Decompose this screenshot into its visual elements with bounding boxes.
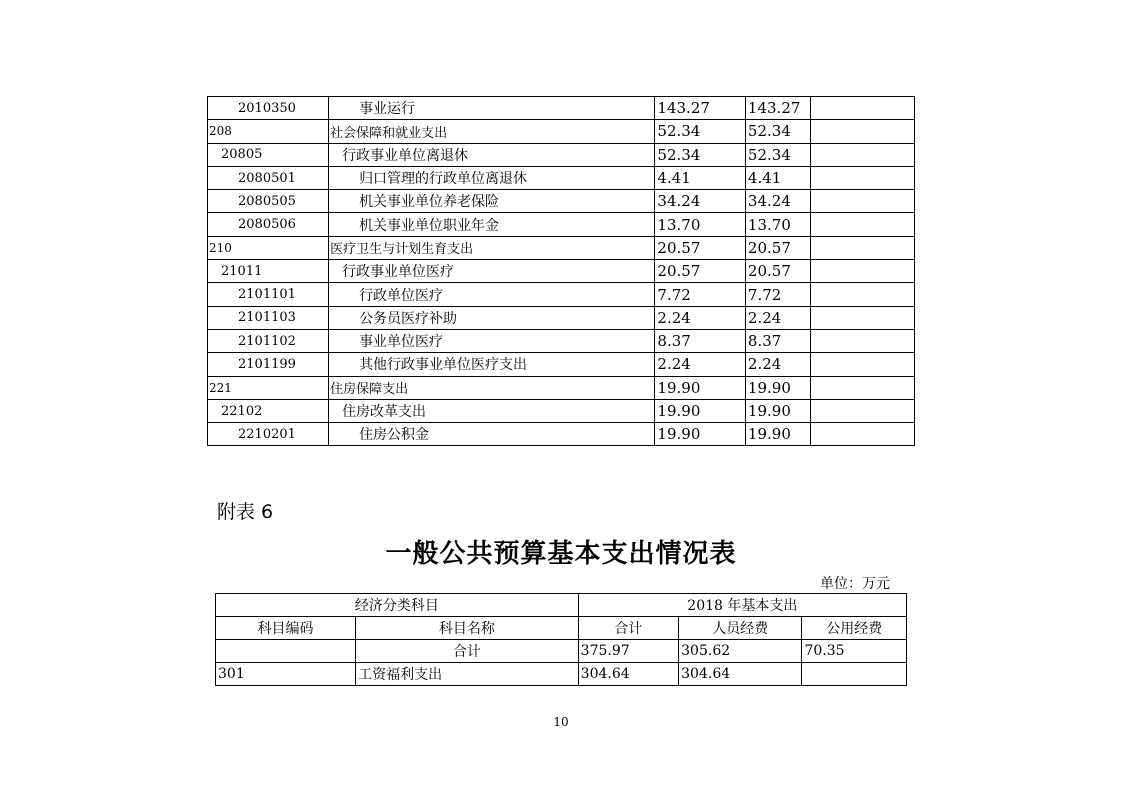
- row-name: 行政事业单位离退休: [329, 143, 655, 166]
- col-header-personnel: 人员经费: [679, 617, 802, 640]
- row-code: 20805: [208, 143, 329, 166]
- row-total: 13.70: [655, 213, 746, 236]
- row-basic: 7.72: [745, 283, 810, 306]
- col-header-name: 科目名称: [356, 617, 579, 640]
- row-total: 4.41: [655, 166, 746, 189]
- table-row: [216, 663, 907, 686]
- table-row: [208, 213, 915, 236]
- row-code: 2101199: [208, 353, 329, 376]
- table-row: [208, 166, 915, 189]
- row-name: 住房公积金: [329, 423, 655, 446]
- row-project: [811, 213, 915, 236]
- row-code: 208: [208, 120, 329, 143]
- row-personnel: 304.64: [679, 663, 802, 686]
- table-row: [208, 353, 915, 376]
- row-basic: 19.90: [745, 399, 810, 422]
- row-basic: 4.41: [745, 166, 810, 189]
- row-total: 20.57: [655, 236, 746, 259]
- row-name: 医疗卫生与计划生育支出: [329, 236, 655, 259]
- row-project: [811, 143, 915, 166]
- row-project: [811, 283, 915, 306]
- row-total: 2.24: [655, 306, 746, 329]
- row-name: 行政单位医疗: [329, 283, 655, 306]
- col-header-code: 科目编码: [216, 617, 356, 640]
- row-project: [811, 329, 915, 352]
- row-name: 归口管理的行政单位离退休: [329, 166, 655, 189]
- row-project: [811, 260, 915, 283]
- row-project: [811, 97, 915, 120]
- row-basic: 20.57: [745, 236, 810, 259]
- row-name: 机关事业单位养老保险: [329, 190, 655, 213]
- group-header-economic-category: 经济分类科目: [216, 594, 579, 617]
- total-total: 375.97: [578, 640, 678, 663]
- row-public: [802, 663, 907, 686]
- row-total: 52.34: [655, 143, 746, 166]
- row-name: 住房改革支出: [329, 399, 655, 422]
- row-name: 机关事业单位职业年金: [329, 213, 655, 236]
- row-code: 2101101: [208, 283, 329, 306]
- row-total: 19.90: [655, 423, 746, 446]
- row-name: 事业单位医疗: [329, 329, 655, 352]
- row-code: 2210201: [208, 423, 329, 446]
- row-basic: 8.37: [745, 329, 810, 352]
- row-code: 21011: [208, 260, 329, 283]
- row-total: 19.90: [655, 376, 746, 399]
- row-name: 公务员医疗补助: [329, 306, 655, 329]
- row-code: 221: [208, 376, 329, 399]
- row-name: 事业运行: [329, 97, 655, 120]
- col-header-public: 公用经费: [802, 617, 907, 640]
- row-total: 8.37: [655, 329, 746, 352]
- row-total: 20.57: [655, 260, 746, 283]
- row-basic: 34.24: [745, 190, 810, 213]
- row-basic: 52.34: [745, 120, 810, 143]
- row-project: [811, 353, 915, 376]
- row-basic: 2.24: [745, 306, 810, 329]
- table-row: [208, 120, 915, 143]
- expense-table-body: [208, 97, 915, 446]
- appendix-label: 附表 6: [217, 501, 274, 523]
- table-row: [208, 283, 915, 306]
- row-code: 301: [216, 663, 356, 686]
- row-name: 社会保障和就业支出: [329, 120, 655, 143]
- column-header-row: [216, 617, 907, 640]
- table-row: [208, 329, 915, 352]
- table-row: [208, 423, 915, 446]
- table-row: [208, 143, 915, 166]
- row-code: 2080505: [208, 190, 329, 213]
- row-name: 工资福利支出: [356, 663, 579, 686]
- row-code: 2010350: [208, 97, 329, 120]
- row-total: 19.90: [655, 399, 746, 422]
- row-total: 34.24: [655, 190, 746, 213]
- page-number: 10: [553, 715, 569, 729]
- row-name: 其他行政事业单位医疗支出: [329, 353, 655, 376]
- expense-table: [207, 96, 915, 446]
- row-basic: 143.27: [745, 97, 810, 120]
- row-basic: 2.24: [745, 353, 810, 376]
- table-row: [208, 236, 915, 259]
- row-code: 2101103: [208, 306, 329, 329]
- row-basic: 19.90: [745, 376, 810, 399]
- total-row: [216, 640, 907, 663]
- row-project: [811, 306, 915, 329]
- row-project: [811, 236, 915, 259]
- row-project: [811, 120, 915, 143]
- row-total: 143.27: [655, 97, 746, 120]
- table-row: [208, 399, 915, 422]
- table-row: [208, 306, 915, 329]
- row-basic: 13.70: [745, 213, 810, 236]
- total-label: 合计: [356, 640, 579, 663]
- row-code: 2080506: [208, 213, 329, 236]
- row-name: 住房保障支出: [329, 376, 655, 399]
- row-basic: 19.90: [745, 423, 810, 446]
- row-basic: 20.57: [745, 260, 810, 283]
- row-project: [811, 399, 915, 422]
- row-basic: 52.34: [745, 143, 810, 166]
- row-project: [811, 190, 915, 213]
- row-name: 行政事业单位医疗: [329, 260, 655, 283]
- row-project: [811, 423, 915, 446]
- table-row: [208, 260, 915, 283]
- group-header-row: [216, 594, 907, 617]
- row-project: [811, 376, 915, 399]
- col-header-total: 合计: [578, 617, 678, 640]
- total-personnel: 305.62: [679, 640, 802, 663]
- row-project: [811, 166, 915, 189]
- group-header-2018-basic: 2018 年基本支出: [578, 594, 906, 617]
- unit-label: 单位：万元: [820, 576, 890, 592]
- row-code: 2080501: [208, 166, 329, 189]
- row-total: 52.34: [655, 120, 746, 143]
- table-row: [208, 97, 915, 120]
- row-total: 304.64: [578, 663, 678, 686]
- row-code: 22102: [208, 399, 329, 422]
- table-row: [208, 376, 915, 399]
- table-title: 一般公共预算基本支出情况表: [385, 539, 737, 569]
- row-total: 2.24: [655, 353, 746, 376]
- total-code-cell: [216, 640, 356, 663]
- row-code: 210: [208, 236, 329, 259]
- total-public: 70.35: [802, 640, 907, 663]
- table-row: [208, 190, 915, 213]
- row-code: 2101102: [208, 329, 329, 352]
- basic-expenditure-table: [215, 593, 907, 686]
- row-total: 7.72: [655, 283, 746, 306]
